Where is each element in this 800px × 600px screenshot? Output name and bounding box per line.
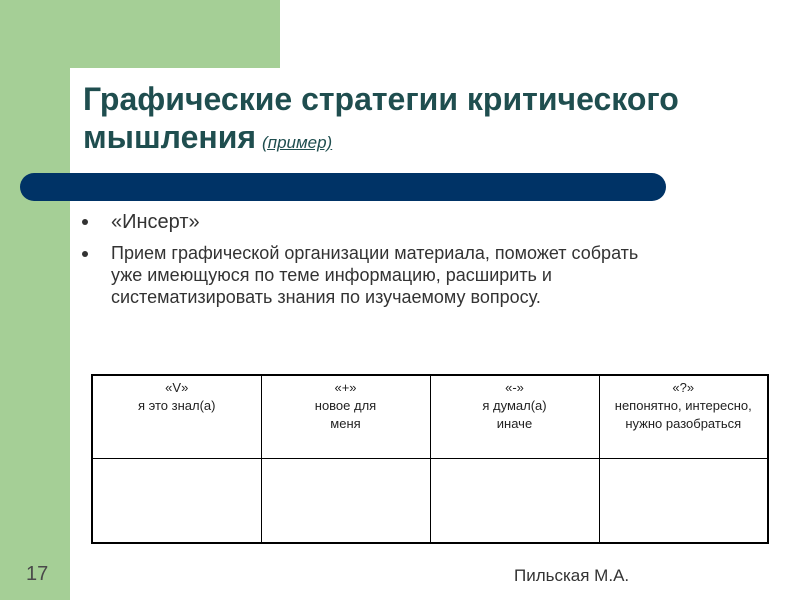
header-mark: «-»	[505, 380, 524, 395]
header-label: меня	[330, 416, 361, 431]
table-cell-empty	[261, 459, 430, 544]
background-green-panel-top	[0, 0, 280, 68]
insert-table	[91, 374, 769, 544]
bullet-text: «Инсерт»	[111, 211, 200, 233]
slide-number: 17	[26, 563, 49, 585]
bullet-item-insert	[80, 208, 640, 236]
header-label: я думал(а)	[482, 398, 547, 413]
header-mark: «?»	[672, 380, 695, 395]
insert-table-body-row	[92, 459, 768, 544]
header-cell-new	[261, 375, 430, 459]
slide-title-hint: (пример)	[262, 133, 333, 152]
bullet-item-description	[80, 242, 640, 308]
bullet-dot-icon	[82, 219, 88, 225]
table-cell-empty	[92, 459, 261, 544]
table-cell-empty	[430, 459, 599, 544]
table-cell-empty	[599, 459, 768, 544]
header-cell-known	[92, 375, 261, 459]
header-cell-thought-otherwise	[430, 375, 599, 459]
slide-title	[83, 80, 763, 162]
header-mark: «V»	[165, 380, 189, 395]
insert-table-header-row	[92, 375, 768, 459]
header-label: новое для	[314, 398, 377, 413]
background-green-panel-left	[0, 0, 70, 600]
author-footer: Пильская М.А.	[514, 566, 630, 585]
bullet-dot-icon	[82, 251, 88, 257]
header-label: нужно разобраться	[625, 416, 742, 431]
slide-title-text: Графические стратегии критического мышления	[83, 81, 679, 155]
header-label: иначе	[496, 416, 533, 431]
header-cell-unclear	[599, 375, 768, 459]
title-divider-bar	[20, 173, 666, 201]
header-mark: «+»	[334, 380, 357, 395]
bullet-text: Прием графической организации материала, поможет собрать уже имеющуюся по теме информацию, расширить и систематизировать знания по изучаемому вопросу.	[111, 243, 639, 307]
header-label: непонятно, интересно,	[614, 398, 752, 413]
bullet-list	[80, 208, 640, 308]
header-label: я это знал(а)	[138, 398, 216, 413]
